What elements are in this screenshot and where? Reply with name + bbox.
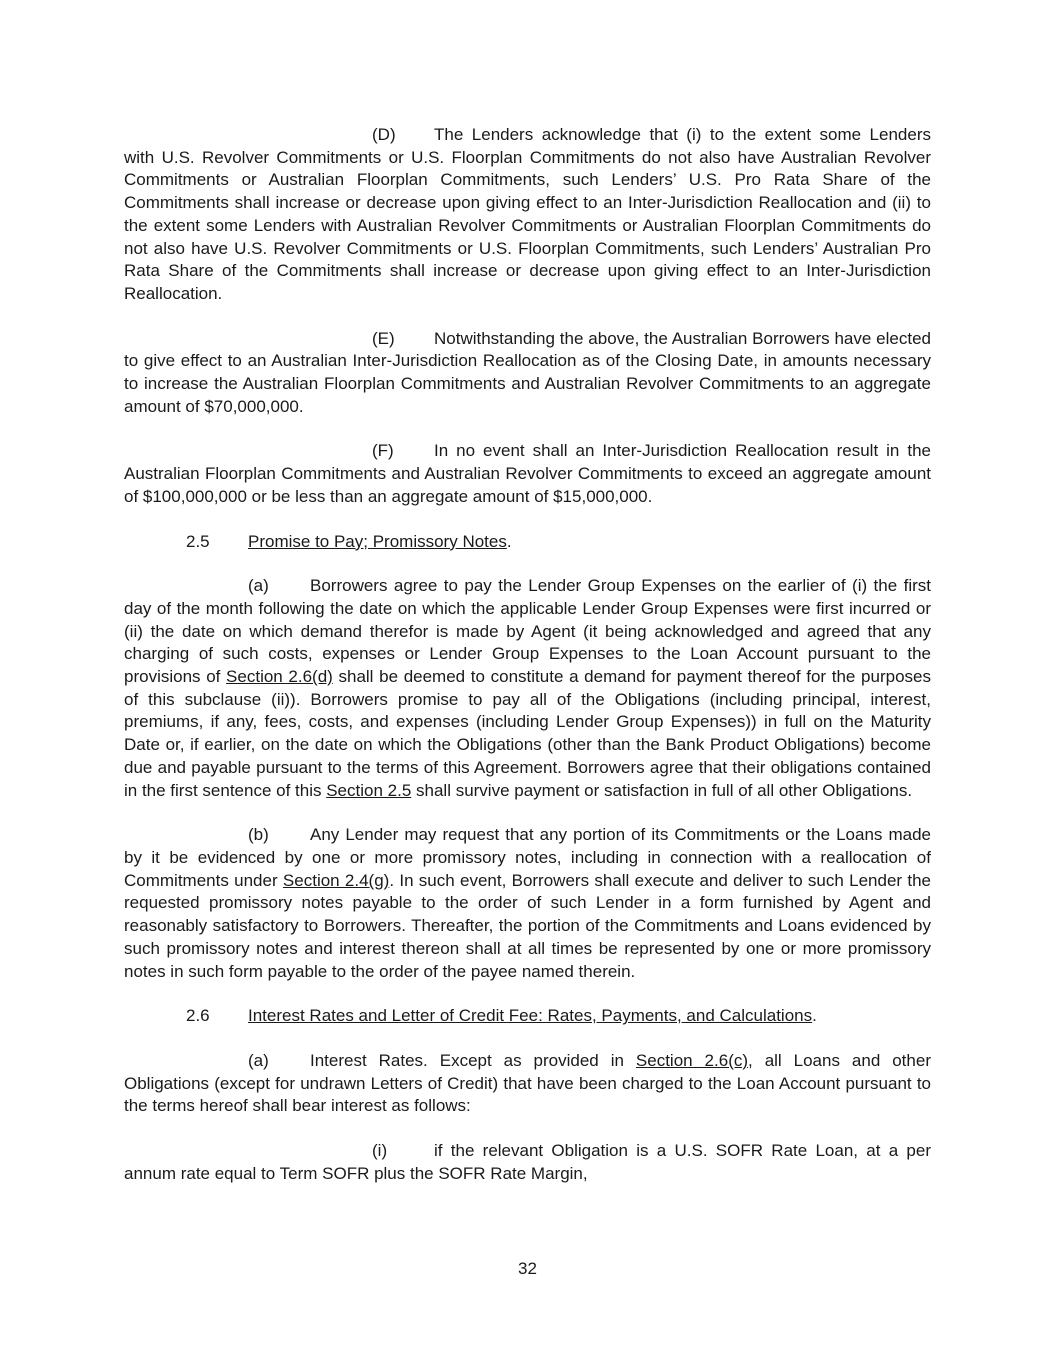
section-reference-link[interactable]: Section 2.5	[326, 780, 412, 800]
paragraph-marker: (E)	[372, 328, 395, 348]
paragraph-marker: (i)	[372, 1141, 388, 1161]
paragraph-d	[124, 124, 931, 306]
paragraph-2-6-a	[124, 1050, 931, 1118]
paragraph-marker: (F)	[372, 441, 394, 461]
paragraph-text: Notwithstanding the above, the Australian Borrowers have elected to give effect to an Australian Inter-Jurisdiction Reallocation as of the Closing Date, in amounts necessary to increase the Australian Floorplan Commitments and Australian Revolver Commitments to an aggregate amount of $70,000,000.	[124, 328, 931, 416]
paragraph-2-6-a-i	[124, 1140, 931, 1185]
paragraph-text: The Lenders acknowledge that (i) to the extent some Lenders with U.S. Revolver Commitments or U.S. Floorplan Commitments do not also have Australian Revolver Commitments or Australian Floorplan Commitments, such Lenders’ U.S. Pro Rata Share of the Commitments shall increase or decrease upon giving effect to an Inter-Jurisdiction Reallocation and (ii) to the extent some Lenders with Australian Revolver Commitments or Australian Floorplan Commitments do not also have U.S. Revolver Commitments or U.S. Floorplan Commitments, such Lenders’ Australian Pro Rata Share of the Commitments shall increase or decrease upon giving effect to an Inter-Jurisdiction Reallocation.	[124, 125, 931, 303]
paragraph-marker: (b)	[248, 825, 269, 845]
section-number: 2.6	[186, 1006, 210, 1026]
section-heading-2-6	[124, 1005, 931, 1028]
paragraph-text: Borrowers agree to pay the Lender Group Expenses on the earlier of (i) the first day of the month following the date on which the applicable Lender Group Expenses were first incurred or (ii) the date on which demand therefor is made by Agent (it being acknowledged and agreed that any charging of such costs, expenses or Lender Group Expenses to the Loan Account pursuant to the provisions of	[124, 576, 931, 687]
paragraph-text: . In such event, Borrowers shall execute and deliver to such Lender the requested promissory notes payable to the order of such Lender in a form furnished by Agent and reasonably satisfactory to Borrowers. Thereafter, the portion of the Commitments and Loans evidenced by such promissory notes and interest thereon shall at all times be represented by one or more promissory notes in such form payable to the order of the payee named therein.	[124, 870, 931, 981]
section-title: Promise to Pay; Promissory Notes	[248, 531, 507, 551]
paragraph-text: Interest Rates. Except as provided in	[310, 1050, 636, 1070]
paragraph-2-5-b	[124, 824, 931, 983]
paragraph-marker: (a)	[248, 1050, 269, 1070]
paragraph-marker: (D)	[372, 125, 396, 144]
section-number: 2.5	[186, 531, 210, 551]
paragraph-f	[124, 440, 931, 508]
section-reference-link[interactable]: Section 2.4(g)	[282, 870, 390, 890]
paragraph-text: , all Loans and other Obligations (except for undrawn Letters of Credit) that have been charged to the Loan Account pursuant to the terms hereof shall bear interest as follows:	[124, 1050, 931, 1116]
paragraph-2-5-a	[124, 575, 931, 802]
paragraph-text: shall survive payment or satisfaction in full of all other Obligations.	[411, 780, 913, 800]
section-reference-link[interactable]: Section 2.6(d)	[226, 667, 333, 687]
paragraph-text: Any Lender may request that any portion of its Commitments or the Loans made by it be evidenced by one or more promissory notes, including in connection with a reallocation of Commitments under	[124, 825, 931, 890]
paragraph-text: if the relevant Obligation is a U.S. SOFR Rate Loan, at a per annum rate equal to Term SOFR plus the SOFR Rate Margin,	[124, 1141, 931, 1183]
paragraph-text: shall be deemed to constitute a demand for payment thereof for the purposes of this subclause (ii)). Borrowers promise to pay all of the Obligations (including principal, interest, premiums, if any, fees, costs, and expenses (including Lender Group Expenses)) in full on the Maturity Date or, if earlier, on the date on which the Obligations (other than the Bank Product Obligations) become due and payable pursuant to the terms of this Agreement. Borrowers agree that their obligations contained in the first sentence of this	[124, 667, 931, 800]
section-heading-2-5	[124, 531, 931, 554]
paragraph-marker: (a)	[248, 576, 269, 596]
document-body	[124, 124, 931, 1185]
page-number: 32	[518, 1259, 537, 1278]
section-reference-link[interactable]: Section 2.6(c)	[635, 1050, 749, 1070]
paragraph-e	[124, 328, 931, 419]
section-title: Interest Rates and Letter of Credit Fee: Rates, Payments, and Calculations	[248, 1006, 813, 1026]
section-punct: .	[812, 1006, 817, 1026]
paragraph-text: In no event shall an Inter-Jurisdiction Reallocation result in the Australian Floorplan Commitments and Australian Revolver Commitments to exceed an aggregate amount of $100,000,000 or be less than an aggregate amount of $15,000,000.	[124, 441, 931, 506]
section-punct: .	[506, 531, 512, 551]
